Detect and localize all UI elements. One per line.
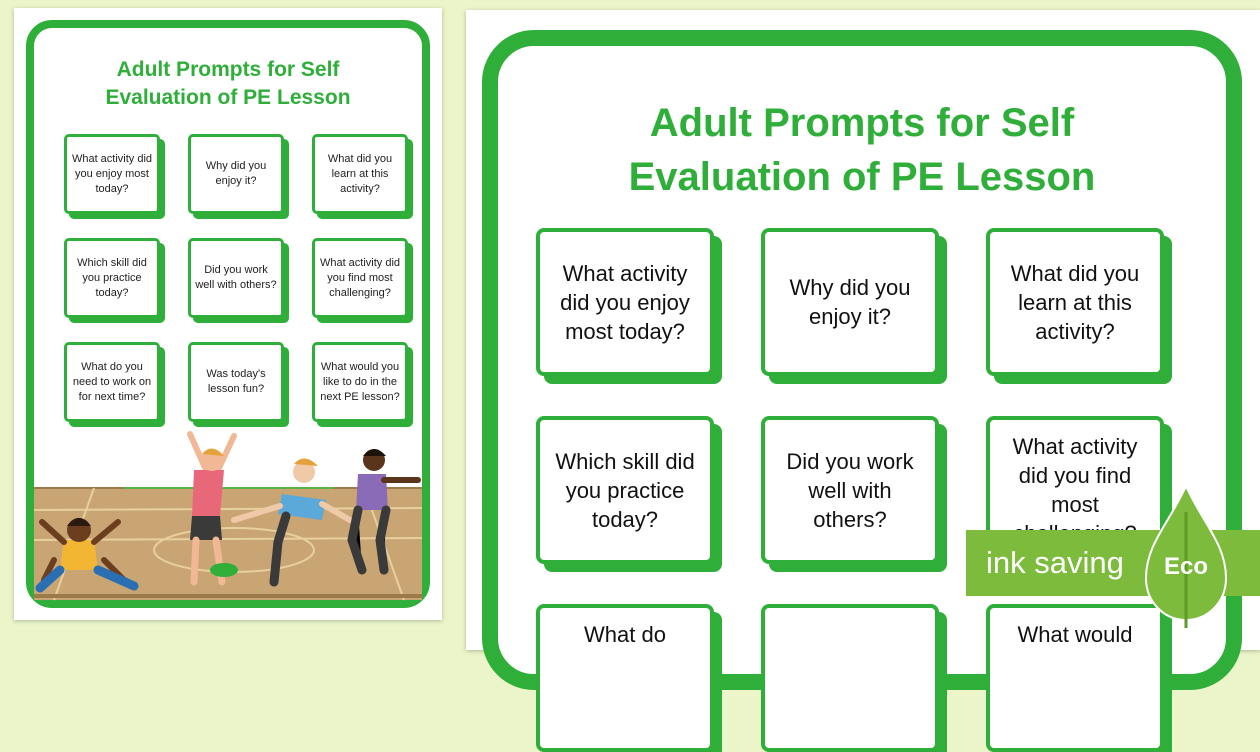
prompt-card: What activity did you enjoy most today? xyxy=(536,228,714,376)
prompt-card: What did you learn at this activity? xyxy=(986,228,1164,376)
ink-saving-label: ink saving xyxy=(986,545,1124,580)
title-line-1: Adult Prompts for Self xyxy=(649,101,1075,145)
prompt-card: Was today's lesson fun? xyxy=(188,342,284,422)
prompt-card: What would xyxy=(986,604,1164,752)
eco-tag: Eco xyxy=(1163,553,1209,580)
prompt-card: What activity did you find most challenging? xyxy=(312,238,408,318)
prompt-card: Did you work well with others? xyxy=(188,238,284,318)
prompt-card: Why did you enjoy it? xyxy=(188,134,284,214)
children-exercising-illustration xyxy=(34,430,422,600)
prompt-card: What do you need to work on for next time? xyxy=(64,342,160,422)
title-line-2: Evaluation of PE Lesson xyxy=(105,86,351,109)
poster-preview-small xyxy=(14,8,442,620)
prompt-card: What activity did you find most xyxy=(986,416,1164,564)
logo-stamp xyxy=(210,563,238,577)
prompt-card: What would you like to do in the next PE lesson? xyxy=(312,342,408,422)
prompt-card: What did you learn at this activity? xyxy=(312,134,408,214)
eco-leaf-icon xyxy=(1140,482,1232,630)
poster-frame-small xyxy=(26,20,430,608)
title-line-1: Adult Prompts for Self xyxy=(116,58,340,81)
prompt-card xyxy=(761,604,939,752)
title-line-2: Evaluation of PE Lesson xyxy=(628,155,1096,199)
prompt-card: Did you work well with others? xyxy=(761,416,939,564)
prompt-card: Which skill did you practice today? xyxy=(536,416,714,564)
prompt-grid-small xyxy=(58,130,414,430)
prompt-card: What do xyxy=(536,604,714,752)
prompt-card: What activity did you enjoy most today? xyxy=(64,134,160,214)
prompt-card: Why did you enjoy it? xyxy=(761,228,939,376)
poster-title-large xyxy=(498,96,1226,204)
prompt-card: Which skill did you practice today? xyxy=(64,238,160,318)
poster-title-small xyxy=(34,56,422,112)
